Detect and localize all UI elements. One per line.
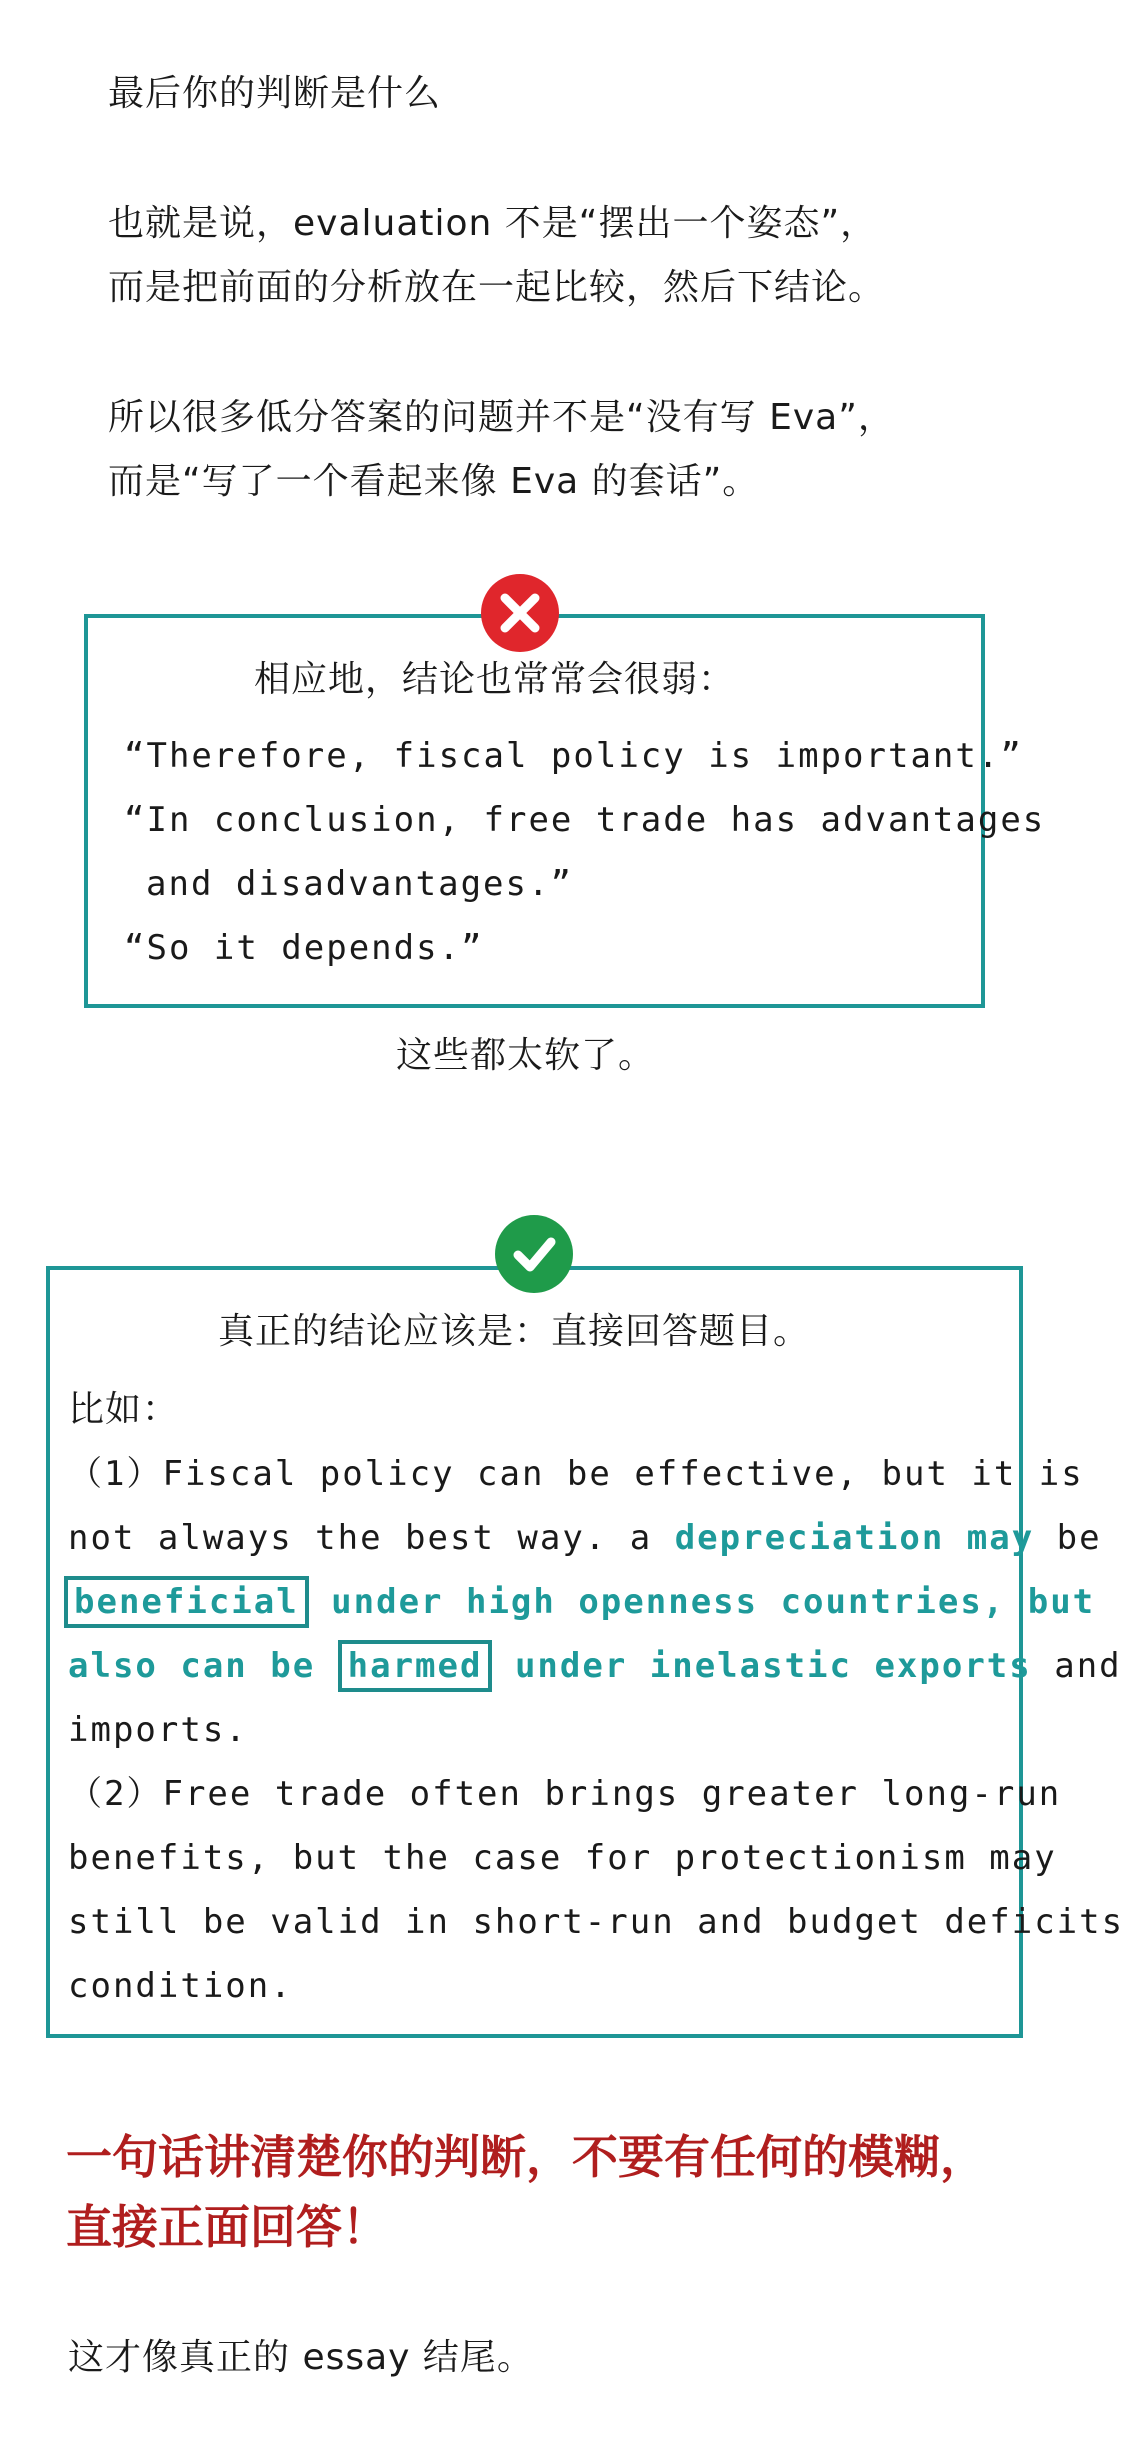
example-2-line-3: still be valid in short-run and budget deficits: [68, 1902, 1124, 1942]
intro-line-5: 而是“写了一个看起来像 Eva 的套话”。: [108, 461, 760, 502]
check-icon: [509, 1229, 559, 1279]
example-2-line-1: （2）Free trade often brings greater long-run: [68, 1774, 1062, 1814]
weak-example-1: “Therefore, fiscal policy is important.”: [124, 736, 1023, 776]
example-1-line-2: not always the best way. a depreciation may be: [68, 1518, 1102, 1558]
example-1-line-1: （1）Fiscal policy can be effective, but it is: [68, 1454, 1084, 1494]
check-badge: [495, 1215, 573, 1293]
highlight-depreciation: depreciation may: [674, 1518, 1035, 1558]
weak-caption: 这些都太软了。: [396, 1035, 656, 1076]
example-1-line-3: beneficial under high openness countries, but: [64, 1570, 1095, 1634]
weak-box-heading: 相应地，结论也常常会很弱：: [254, 659, 736, 700]
example-2-line-2: benefits, but the case for protectionism may: [68, 1838, 1057, 1878]
example-1-line-4: also can be harmed under inelastic exports and: [68, 1634, 1122, 1698]
cross-badge: [481, 574, 559, 652]
example-1-line-5: imports.: [68, 1710, 248, 1750]
intro-line-4: 所以很多低分答案的问题并不是“没有写 Eva”，: [108, 397, 895, 438]
boxed-beneficial: beneficial: [64, 1576, 309, 1628]
boxed-harmed: harmed: [338, 1640, 493, 1692]
weak-example-3: “So it depends.”: [124, 928, 484, 968]
intro-line-1: 最后你的判断是什么: [108, 73, 442, 114]
emphasis-line-2: 直接正面回答！: [66, 2200, 388, 2254]
intro-line-2: 也就是说，evaluation 不是“摆出一个姿态”，: [108, 203, 878, 244]
strong-box-heading: 真正的结论应该是：直接回答题目。: [218, 1311, 811, 1352]
intro-line-3: 而是把前面的分析放在一起比较，然后下结论。: [108, 267, 886, 308]
weak-example-2b: and disadvantages.”: [146, 864, 573, 904]
weak-example-2a: “In conclusion, free trade has advantages: [124, 800, 1046, 840]
closing-line: 这才像真正的 essay 结尾。: [68, 2337, 534, 2378]
strong-box-intro: 比如：: [68, 1389, 180, 1430]
cross-icon: [497, 590, 543, 636]
example-2-line-4: condition.: [68, 1966, 293, 2006]
emphasis-line-1: 一句话讲清楚你的判断，不要有任何的模糊，: [66, 2130, 986, 2184]
